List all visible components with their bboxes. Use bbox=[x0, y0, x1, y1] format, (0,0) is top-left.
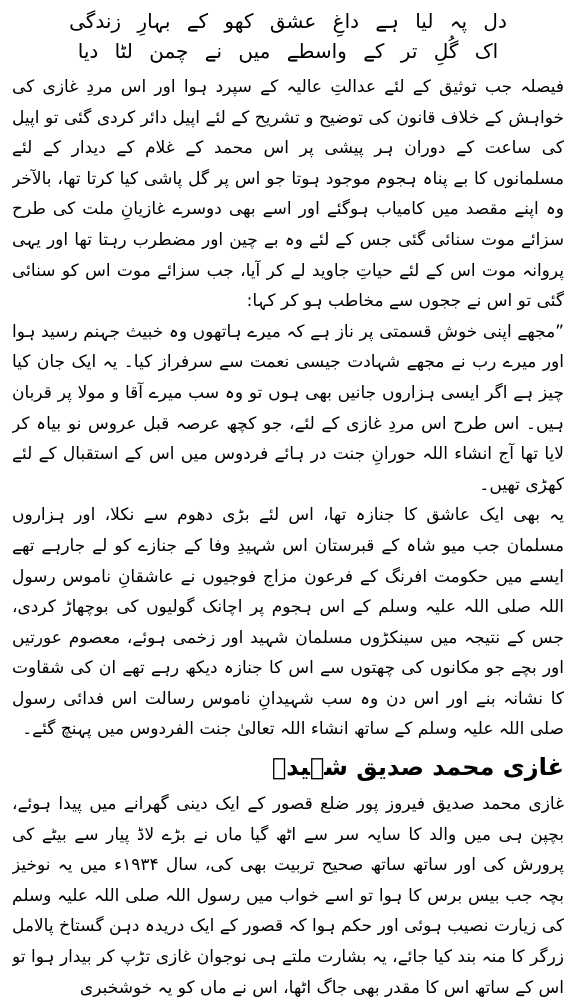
paragraph-funeral: یہ بھی ایک عاشق کا جنازہ تھا، اس لئے بڑی دھوم سے نکلا، اور ہزاروں مسلمان جب میو شاہ کے قبرستان اس شہیدِ وفا کے جنازے کو لے جارہے تھے ایسے میں حکومت افرنگ کے فرعون مزاج فوجیوں نے عاشقانِ ناموس رسول اللہ صلی اللہ علیہ وسلم کے اس ہجوم پر اچانک گولیوں کی بوچھاڑ کردی، جس کے نتیجہ میں سینکڑوں مسلمان شہید اور زخمی ہوئے، معصوم عورتیں اور بچے جو مکانوں کی چھتوں سے اس کا جنازہ دیکھ رہے تھے ان کی شقاوت کا نشانہ بنے اور اس دن وہ سب شہیدانِ ناموس رسالت اس فدائی رسول صلی اللہ علیہ وسلم کے ساتھ انشاء اللہ تعالیٰ جنت الفردوس میں پہنچ گئے۔ bbox=[12, 505, 564, 740]
paragraph-verdict: فیصلہ جب توثیق کے لئے عدالتِ عالیہ کے سپرد ہوا اور اس مردِ غازی کی خواہش کے خلاف قانون کی توضیح و تشریح کے لئے اپیل دائر کردی گئی تو اپیل کی ساعت کے دوران ہر پیشی پر اس محمد کے غلام کے دیدار کے لئے مسلمانوں کا بے پناہ ہجوم موجود ہوتا جو اس پر گل پاشی کیا کرتا تھا، بالآخر وہ اپنے مقصد میں کامیاب ہوگئے اور اسے بھی دوسرے غازیانِ ملت کی طرح سزائے موت سنائی گئی جس کے لئے وہ بے چین اور مضطرب رہتا تھا اور یہی پروانہ موت اس کے لئے حیاتِ جاوید لے کر آیا، جب سزائے موت اس کو سنائی گئی تو اس نے ججوں سے مخاطب ہو کر کہا: bbox=[12, 77, 564, 312]
section-2 bbox=[12, 789, 564, 1003]
section-heading: غازی محمد صدیق شہیدؒ bbox=[271, 753, 564, 782]
poem-line-1: دل پہ لیا ہے داغِ عشق کھو کے بہارِ زندگی bbox=[69, 9, 507, 33]
quote-statement: ”مجھے اپنی خوش قسمتی پر ناز ہے کہ میرے ہاتھوں وہ خبیث جہنم رسید ہوا اور میرے رب نے مجھے شہادت جیسی نعمت سے سرفراز کیا۔ یہ ایک جان کیا چیز ہے اگر ایسی ہزاروں جانیں بھی ہوں تو وہ سب میرے آقا و مولا پر قربان ہیں۔ اس طرح اس مردِ غازی کے لئے، جو کچھ عرصہ قبل عروس نو بیاہ کر لایا تھا آج انشاء اللہ حورانِ جنت در ہائے فردوس میں اس کے استقبال کے لئے کھڑی تھیں۔ bbox=[12, 321, 564, 495]
paragraph-biography: غازی محمد صدیق فیروز پور ضلع قصور کے ایک دینی گھرانے میں پیدا ہوئے، بچپن ہی میں والد کا سایہ سر سے اٹھ گیا ماں نے بڑے لاڈ پیار سے بیٹے کی پرورش کی اور ساتھ ساتھ صحیح تربیت بھی کی، سال ۱۹۳۴ء میں یہ نوخیز بچہ جب بیس برس کا ہوا تو اسے خواب میں رسول اللہ صلی اللہ علیہ وسلم کی زیارت نصیب ہوئی اور حکم ہوا کہ قصور کے ایک دریدہ دہن گستاخ پالامل زرگر کا منہ بند کیا جائے، یہ بشارت ملتے ہی نوجوان غازی تڑپ کر بیدار ہوا تو اس کے ساتھ اس کا مقدر بھی جاگ اٹھا، اس نے ماں کو یہ خوشخبری bbox=[12, 794, 564, 998]
poem-couplet bbox=[12, 6, 564, 66]
poem-line-2: اک گُلِ تر کے واسطے میں نے چمن لٹا دیا bbox=[77, 39, 499, 63]
section-1 bbox=[12, 72, 564, 745]
